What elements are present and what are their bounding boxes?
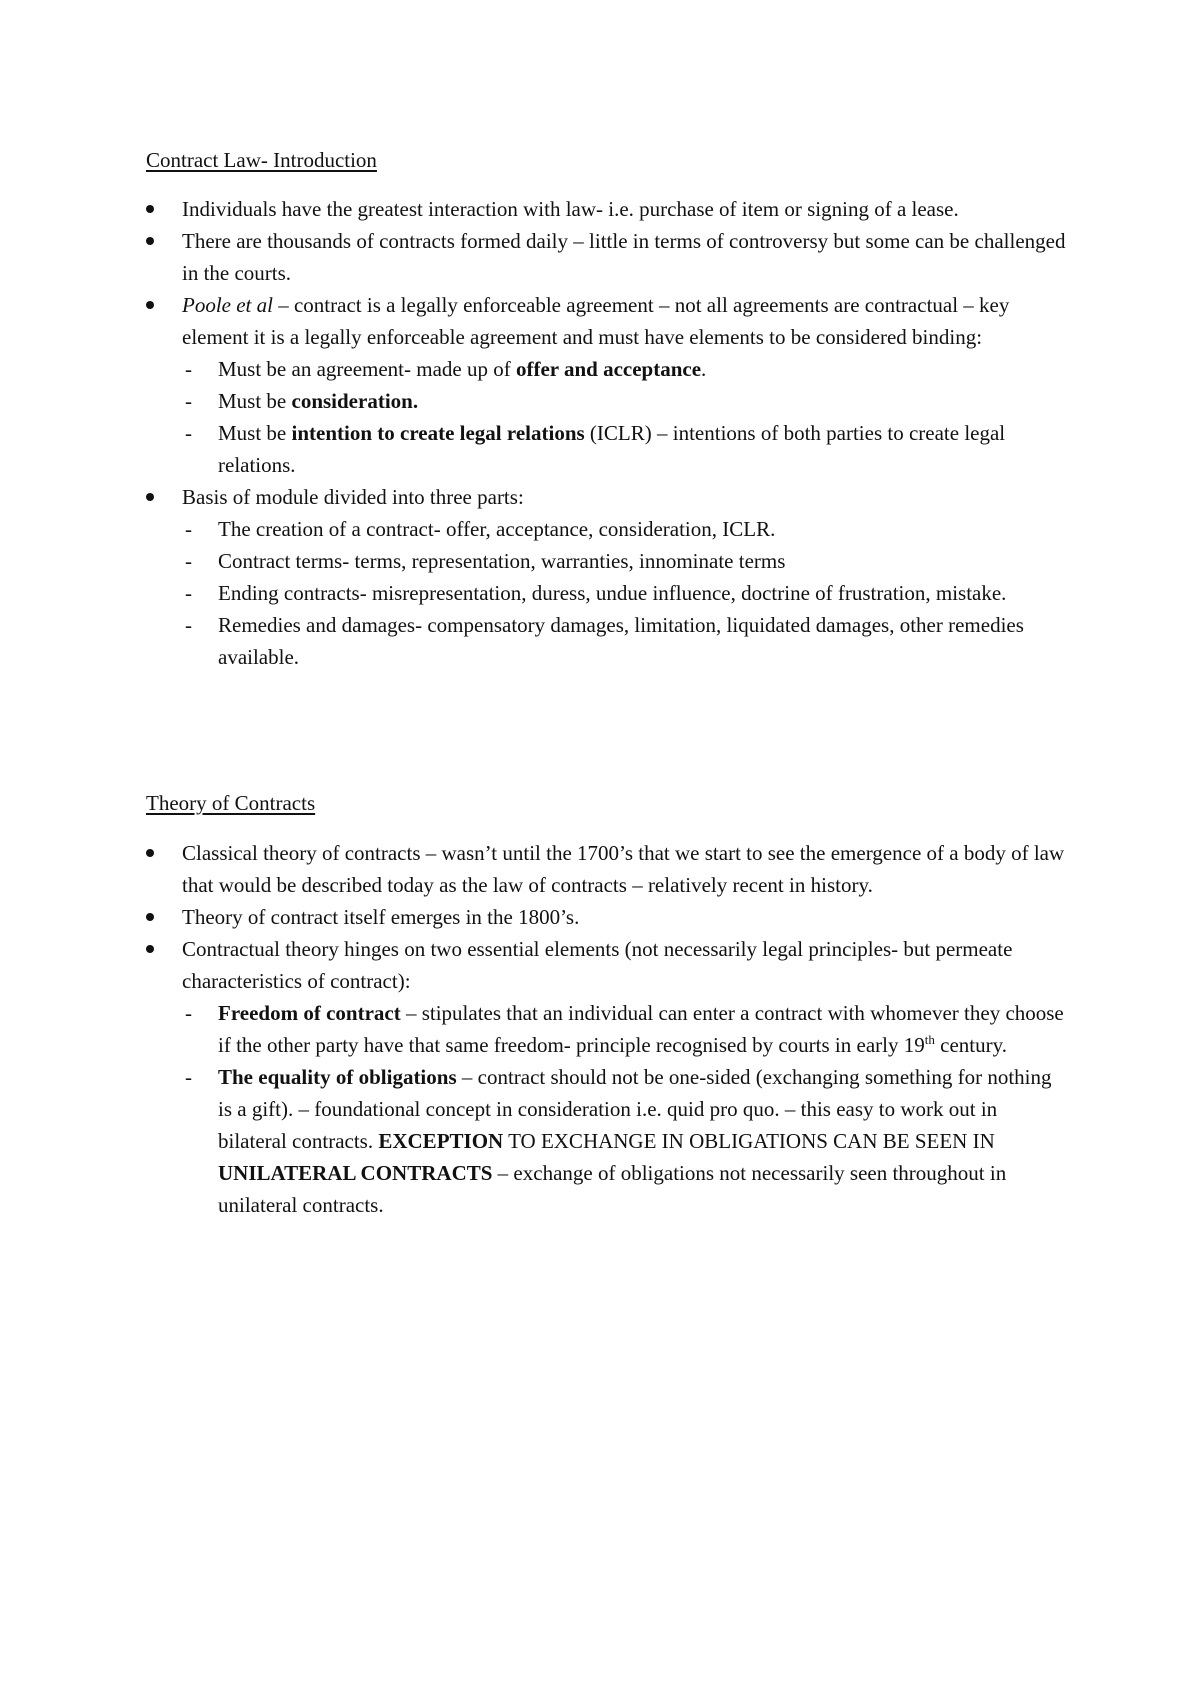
bullet-icon (146, 301, 154, 309)
introduction-bullet-list (146, 193, 1066, 673)
sub-text: – stipulates that an individual can enter a contract with whomever they choose if the other party have that same freedom- principle recognised by courts in early 19 (218, 1001, 1064, 1057)
sub-list (182, 513, 1066, 673)
bullet-text: – contract is a legally enforceable agreement – not all agreements are contractual – key element it is a legally enforceable agreement and must have elements to be considered binding: (182, 293, 1010, 349)
sub-list (182, 353, 1066, 481)
sub-text: . (701, 357, 707, 381)
dash-marker: - (185, 613, 192, 637)
dash-marker: - (185, 1001, 192, 1025)
section-heading-theory: Theory of Contracts (146, 791, 316, 815)
list-item (146, 837, 1066, 901)
bold-term: intention to create legal relations (291, 421, 585, 445)
bullet-icon (146, 493, 154, 501)
list-item (146, 901, 1066, 933)
sub-list-item (182, 545, 1066, 577)
sub-list (182, 997, 1066, 1221)
sub-text: The creation of a contract- offer, acceptance, consideration, ICLR. (218, 517, 776, 541)
bullet-icon (146, 913, 154, 921)
sub-text: Must be an agreement- made up of (218, 357, 516, 381)
sub-list-item (182, 577, 1066, 609)
bullet-text: Theory of contract itself emerges in the 1800’s. (182, 905, 580, 929)
list-item (146, 481, 1066, 673)
dash-marker: - (185, 421, 192, 445)
sub-text: – contract should not be one-sided (exchanging something for nothing is a gift). – foundational concept in consideration i.e. quid pro quo. – this easy to work out in bilateral contracts. (218, 1065, 1052, 1153)
bold-term: offer and acceptance (515, 357, 702, 381)
superscript: th (924, 1032, 935, 1047)
sub-list-item (182, 385, 1066, 417)
bold-term: Freedom of contract (218, 1001, 401, 1025)
bullet-text: Contractual theory hinges on two essential elements (not necessarily legal principles- but permeate characteristics of contract): (182, 937, 1013, 993)
bullet-text: Classical theory of contracts – wasn’t until the 1700’s that we start to see the emergence of a body of law that would be described today as the law of contracts – relatively recent in history. (182, 841, 1065, 897)
bold-term: UNILATERAL CONTRACTS (218, 1161, 493, 1185)
sub-list-item (182, 353, 1066, 385)
bullet-icon (146, 849, 154, 857)
sub-text: (ICLR) – intentions of both parties to create legal relations. (218, 421, 1006, 477)
sub-text: Must be (218, 421, 292, 445)
list-item (146, 933, 1066, 1221)
dash-marker: - (185, 549, 192, 573)
dash-marker: - (185, 1065, 192, 1089)
sub-text: Ending contracts- misrepresentation, duress, undue influence, doctrine of frustration, mistake. (218, 581, 1007, 605)
dash-marker: - (185, 389, 192, 413)
sub-text: – exchange of obligations not necessarily seen throughout in unilateral contracts. (218, 1161, 1007, 1217)
bullet-icon (146, 237, 154, 245)
sub-list-item (182, 417, 1066, 481)
sub-text: century. (934, 1033, 1007, 1057)
theory-bullet-list (146, 837, 1066, 1221)
bullet-text: There are thousands of contracts formed daily – little in terms of controversy but some can be challenged in the courts. (182, 229, 1066, 285)
sub-list-item (182, 1061, 1066, 1221)
list-item (146, 193, 1066, 225)
bullet-icon (146, 945, 154, 953)
bullet-text: Individuals have the greatest interaction with law- i.e. purchase of item or signing of a lease. (182, 197, 959, 221)
sub-list-item (182, 513, 1066, 545)
sub-list-item (182, 997, 1066, 1061)
bold-term: EXCEPTION (378, 1129, 504, 1153)
sub-list-item (182, 609, 1066, 673)
section-heading-introduction: Contract Law- Introduction (146, 148, 377, 172)
dash-marker: - (185, 581, 192, 605)
dash-marker: - (185, 357, 192, 381)
sub-text: Contract terms- terms, representation, warranties, innominate terms (218, 549, 786, 573)
sub-text: Must be (218, 389, 292, 413)
bold-term: The equality of obligations (218, 1065, 457, 1089)
list-item (146, 225, 1066, 289)
bold-term: consideration. (291, 389, 419, 413)
bullet-icon (146, 205, 154, 213)
dash-marker: - (185, 517, 192, 541)
citation-text: Poole et al (182, 293, 273, 317)
sub-text: TO EXCHANGE IN OBLIGATIONS CAN BE SEEN IN (503, 1129, 995, 1153)
list-item (146, 289, 1066, 481)
bullet-text: Basis of module divided into three parts: (182, 485, 524, 509)
sub-text: Remedies and damages- compensatory damages, limitation, liquidated damages, other remedies available. (218, 613, 1024, 669)
